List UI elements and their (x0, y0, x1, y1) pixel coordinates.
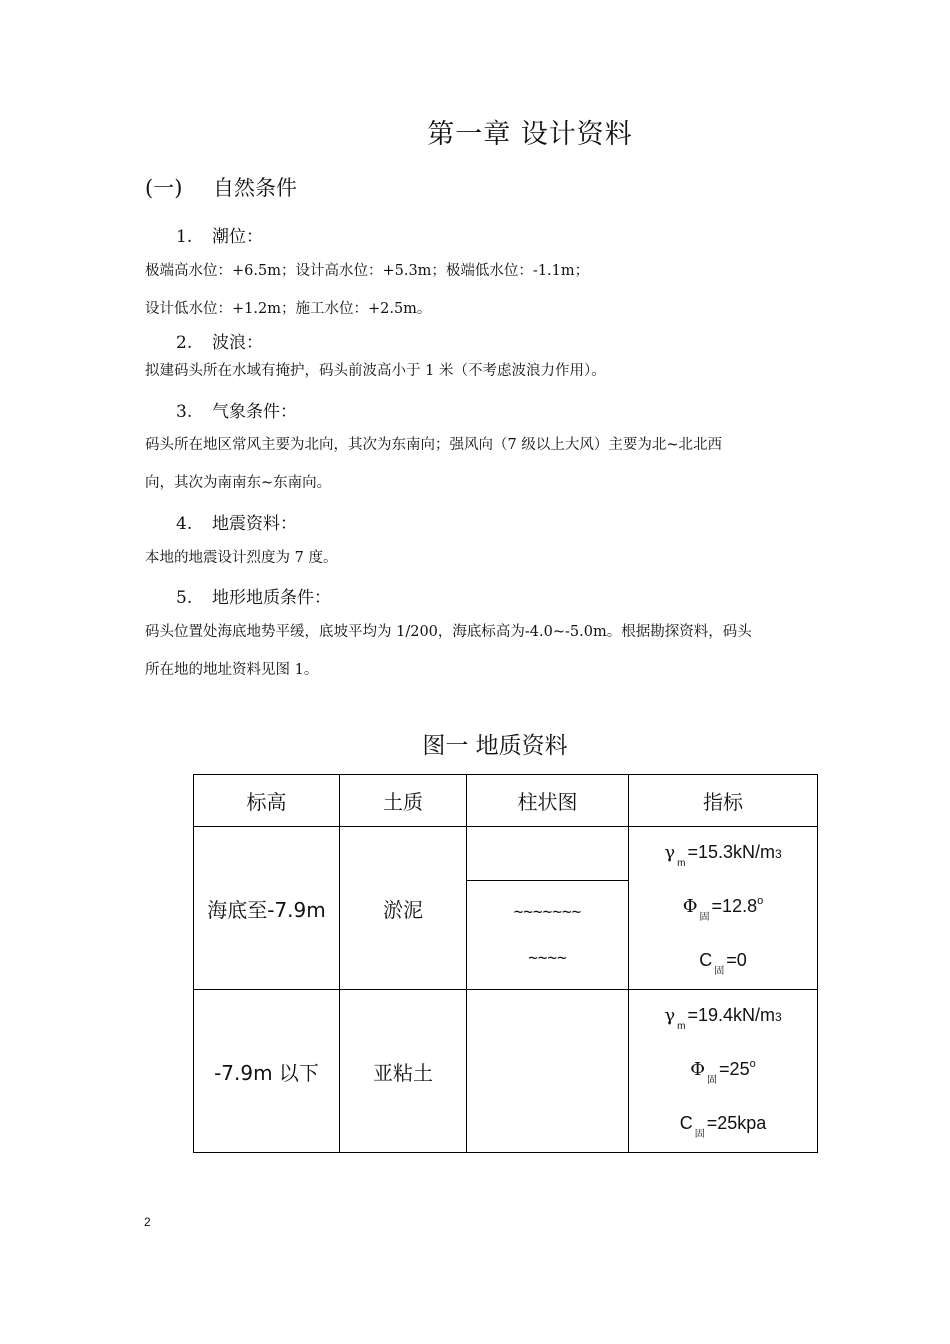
indicator-cohesion: $C_固=25kpa$ (679, 1113, 767, 1140)
item-title: 地形地质条件： (212, 588, 331, 608)
cell-elevation: -7.9m 以下 (194, 990, 340, 1153)
cell-indicators (629, 827, 818, 990)
paragraph-terrain-1: 码头位置处海底地势平缓，底坡平均为 1/200，海底标高为-4.0~-5.0m。根据勘探资料，码头 (145, 624, 752, 640)
cell-indicators (629, 990, 818, 1153)
indicator-gamma: $\gamma_m=19.4kN/m3$ (664, 1005, 782, 1032)
table-row (194, 827, 818, 881)
item-number: 1. (176, 227, 193, 247)
page-number: 2 (144, 1215, 151, 1229)
header-soil: 土质 (340, 775, 467, 827)
header-indicators: 指标 (629, 775, 818, 827)
header-elevation: 标高 (194, 775, 340, 827)
item-heading-tide (176, 222, 263, 247)
indicator-phi: $\Phi_固=12.8^o$ (682, 895, 764, 923)
section-number: (一) (145, 176, 183, 200)
item-heading-weather (176, 397, 297, 422)
paragraph-tide-2: 设计低水位：+1.2m；施工水位：+2.5m。 (145, 301, 432, 317)
geology-table (193, 774, 818, 1153)
cell-elevation: 海底至-7.9m (194, 827, 340, 990)
item-heading-terrain (176, 583, 331, 608)
table-row (194, 990, 818, 1153)
item-title: 地震资料： (212, 514, 297, 534)
section-title: 自然条件 (213, 176, 297, 200)
paragraph-weather-2: 向，其次为南南东~东南向。 (145, 475, 332, 491)
item-number: 5. (176, 588, 193, 608)
cell-column-pattern (467, 880, 629, 989)
chapter-title: 第一章 设计资料 (427, 119, 633, 150)
item-title: 气象条件： (212, 402, 297, 422)
column-pattern-line: ~~~~~~~ (513, 901, 582, 921)
column-pattern-line: ~~~~ (528, 947, 567, 967)
paragraph-seismic: 本地的地震设计烈度为 7 度。 (145, 550, 338, 566)
item-title: 波浪： (212, 333, 263, 353)
cell-column-chart (467, 990, 629, 1153)
indicator-phi: $\Phi_固=25^o$ (690, 1058, 756, 1086)
table-header-row (194, 775, 818, 827)
item-number: 2. (176, 333, 193, 353)
figure-title: 图一 地质资料 (422, 733, 568, 759)
cell-column-top (467, 827, 629, 881)
paragraph-wave: 拟建码头所在水域有掩护，码头前波高小于 1 米（不考虑波浪力作用）。 (145, 363, 606, 379)
paragraph-weather-1: 码头所在地区常风主要为北向，其次为东南向；强风向（7 级以上大风）主要为北~北北西 (145, 437, 722, 453)
indicator-cohesion: $C_固=0$ (699, 950, 747, 977)
item-heading-wave (176, 328, 263, 353)
item-number: 3. (176, 402, 193, 422)
item-number: 4. (176, 514, 193, 534)
header-column-chart: 柱状图 (467, 775, 629, 827)
cell-soil: 亚粘土 (340, 990, 467, 1153)
item-heading-seismic (176, 509, 297, 534)
indicator-gamma: $\gamma_m=15.3kN/m3$ (664, 842, 782, 869)
paragraph-tide-1: 极端高水位：+6.5m；设计高水位：+5.3m；极端低水位：-1.1m； (145, 263, 590, 279)
section-heading (145, 172, 297, 202)
paragraph-terrain-2: 所在地的地址资料见图 1。 (145, 662, 319, 678)
item-title: 潮位： (212, 227, 263, 247)
cell-soil: 淤泥 (340, 827, 467, 990)
